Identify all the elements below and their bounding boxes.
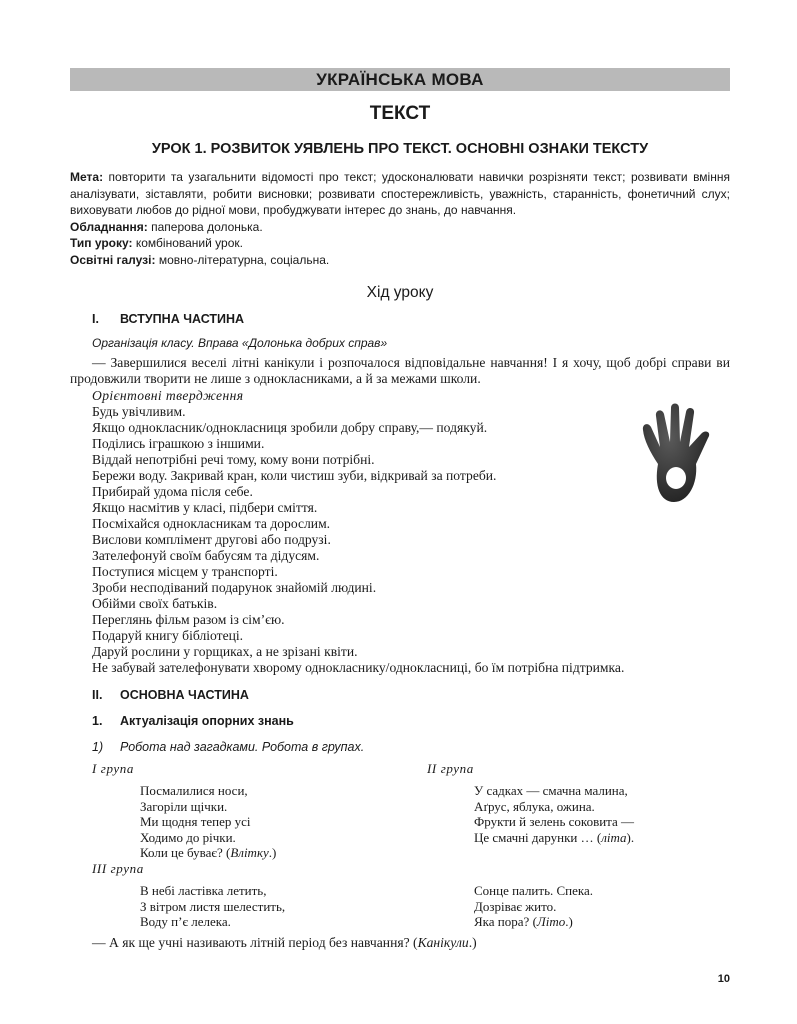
statement-item: Якщо однокласник/однокласниця зробили добру справу,— подякуй. xyxy=(92,420,488,435)
section-1-subtitle: Організація класу. Вправа «Долонька добрих справ» xyxy=(92,336,388,350)
statements-heading: Орієнтовні твердження xyxy=(92,388,244,403)
riddle-question-text: Яка пора? xyxy=(474,914,530,929)
section-2-heading xyxy=(92,688,249,702)
riddle-2 xyxy=(474,783,634,845)
riddle-line: Загоріли щічки. xyxy=(140,798,228,814)
goal-paragraph xyxy=(70,169,730,219)
subsection-heading xyxy=(92,714,294,728)
statement-item: Зателефонуй своїм бабусям та дідусям. xyxy=(92,548,320,563)
riddle-line: В небі ластівка летить, xyxy=(140,883,267,898)
hand-illustration xyxy=(638,402,724,506)
group-1-label: I група xyxy=(92,761,134,776)
topic-title: ТЕКСТ xyxy=(369,103,431,124)
section-2-title: ОСНОВНА ЧАСТИНА xyxy=(120,688,249,702)
closing-question: — А як ще учні називають літній період без навчання? (Канікули.) xyxy=(92,935,477,950)
areas-text: мовно-літературна, соціальна. xyxy=(158,252,330,267)
riddle-answer: Літо xyxy=(536,914,566,929)
riddle-3-left xyxy=(140,883,285,930)
riddle-3-right xyxy=(474,883,593,930)
activity-number: 1) xyxy=(92,740,104,754)
riddle-line: Фрукти й зелень соковита — xyxy=(474,814,635,829)
statement-item: Віддай непотрібні речі тому, кому вони потрібні. xyxy=(92,452,375,467)
riddle-answer: літа xyxy=(601,829,627,845)
statement-item: Вислови комплімент другові або подрузі. xyxy=(92,532,331,547)
group-2-label: II група xyxy=(427,761,474,776)
statement-item: Бережи воду. Закривай кран, коли чистиш зуби, відкривай за потреби. xyxy=(92,468,497,483)
riddle-line: Сонце палить. Спека. xyxy=(474,883,594,898)
subsection-title: Актуалізація опорних знань xyxy=(120,714,294,728)
riddle-line: Воду п’є лелека. xyxy=(140,914,231,929)
statement-item: Переглянь фільм разом із сім’єю. xyxy=(92,612,285,627)
statement-item: Будь увічливим. xyxy=(92,404,186,419)
statement-item: Не забувай зателефонувати хворому однокласнику/однокласниці, бо їм потрібна підтримка. xyxy=(92,660,625,675)
subsection-number: 1. xyxy=(92,714,103,728)
riddle-question-text: Коли це буває? xyxy=(140,845,223,860)
statement-item: Прибирай удома після себе. xyxy=(92,484,253,499)
statement-item: Якщо насмітив у класі, підбери сміття. xyxy=(92,500,318,515)
lesson-type-label: Тип уроку: xyxy=(70,236,133,250)
riddle-question-text: Це смачні дарунки … xyxy=(474,829,594,845)
riddle-answer: Влітку xyxy=(230,845,269,860)
section-2-number: II. xyxy=(92,688,103,702)
statement-item: Даруй рослини у горщиках, а не зрізані квіти. xyxy=(92,644,358,659)
course-heading: Хід уроку xyxy=(366,284,434,301)
statement-item: Обійми своїх батьків. xyxy=(92,596,218,611)
statement-item: Посміхайся однокласникам та дорослим. xyxy=(92,516,331,531)
riddle-line: Ходимо до річки. xyxy=(140,829,236,845)
riddle-line: Аґрус, яблука, ожина. xyxy=(474,798,595,814)
riddle-1 xyxy=(140,783,276,861)
equipment-text: паперова долонька. xyxy=(151,219,263,234)
equipment-line xyxy=(70,219,730,236)
section-1-heading xyxy=(92,312,244,326)
page-number: 10 xyxy=(717,973,730,985)
areas-label: Освітні галузі: xyxy=(70,252,156,267)
lesson-type-text: комбінований урок. xyxy=(135,236,243,250)
statement-item: Поділись іграшкою з іншими. xyxy=(92,436,265,451)
statement-item: Подаруй книгу бібліотеці. xyxy=(92,628,244,643)
intro-paragraph: — Завершилися веселі літні канікули і розпочалося відповідальне навчання! І я хочу, щоб добрі справи ви продовжили творити не лише з однокласниками, а й за межами школи. xyxy=(70,355,730,386)
goal-label: Мета: xyxy=(70,170,104,184)
goal-text: повторити та узагальнити відомості про текст; удосконалювати навички розрізняти текст; розвивати вміння аналізувати, зіставляти, робити висновки; розвивати спостережливість, уважність, старанність, фонетичний слух; виховувати любов до рідної мови, пробуджувати інтерес до знань, до навчання. xyxy=(70,170,730,217)
section-1-title: ВСТУПНА ЧАСТИНА xyxy=(120,312,245,326)
riddle-line: Дозріває жито. xyxy=(474,898,557,914)
statements-list xyxy=(92,388,624,676)
section-1-number: I. xyxy=(92,312,99,326)
statement-item: Поступися місцем у транспорті. xyxy=(92,564,278,579)
lesson-meta xyxy=(70,169,730,268)
lesson-title: УРОК 1. РОЗВИТОК УЯВЛЕНЬ ПРО ТЕКСТ. ОСНОВНІ ОЗНАКИ ТЕКСТУ xyxy=(151,141,649,157)
areas-line xyxy=(70,252,730,269)
riddle-question: Це смачні дарунки … (літа). xyxy=(474,829,635,845)
riddle-question: Яка пора? (Літо.) xyxy=(474,914,573,929)
riddle-question: Коли це буває? (Влітку.) xyxy=(140,845,277,860)
riddle-line: Посмалилися носи, xyxy=(140,783,248,798)
lesson-type-line xyxy=(70,235,730,252)
riddle-line: З вітром листя шелестить, xyxy=(140,898,286,914)
riddle-line: У садках — смачна малина, xyxy=(474,783,628,798)
closing-question-text: — А як ще учні називають літній період без навчання? xyxy=(92,935,410,950)
activity-heading xyxy=(92,740,364,754)
closing-answer: Канікули xyxy=(417,935,469,950)
riddle-line: Ми щодня тепер усі xyxy=(140,814,251,829)
group-3-label: III група xyxy=(92,861,144,876)
statement-item: Зроби несподіваний подарунок знайомій людині. xyxy=(92,580,377,595)
subject-header: УКРАЇНСЬКА МОВА xyxy=(70,68,730,91)
equipment-label: Обладнання: xyxy=(70,219,148,234)
activity-title: Робота над загадками. Робота в групах. xyxy=(120,740,365,754)
